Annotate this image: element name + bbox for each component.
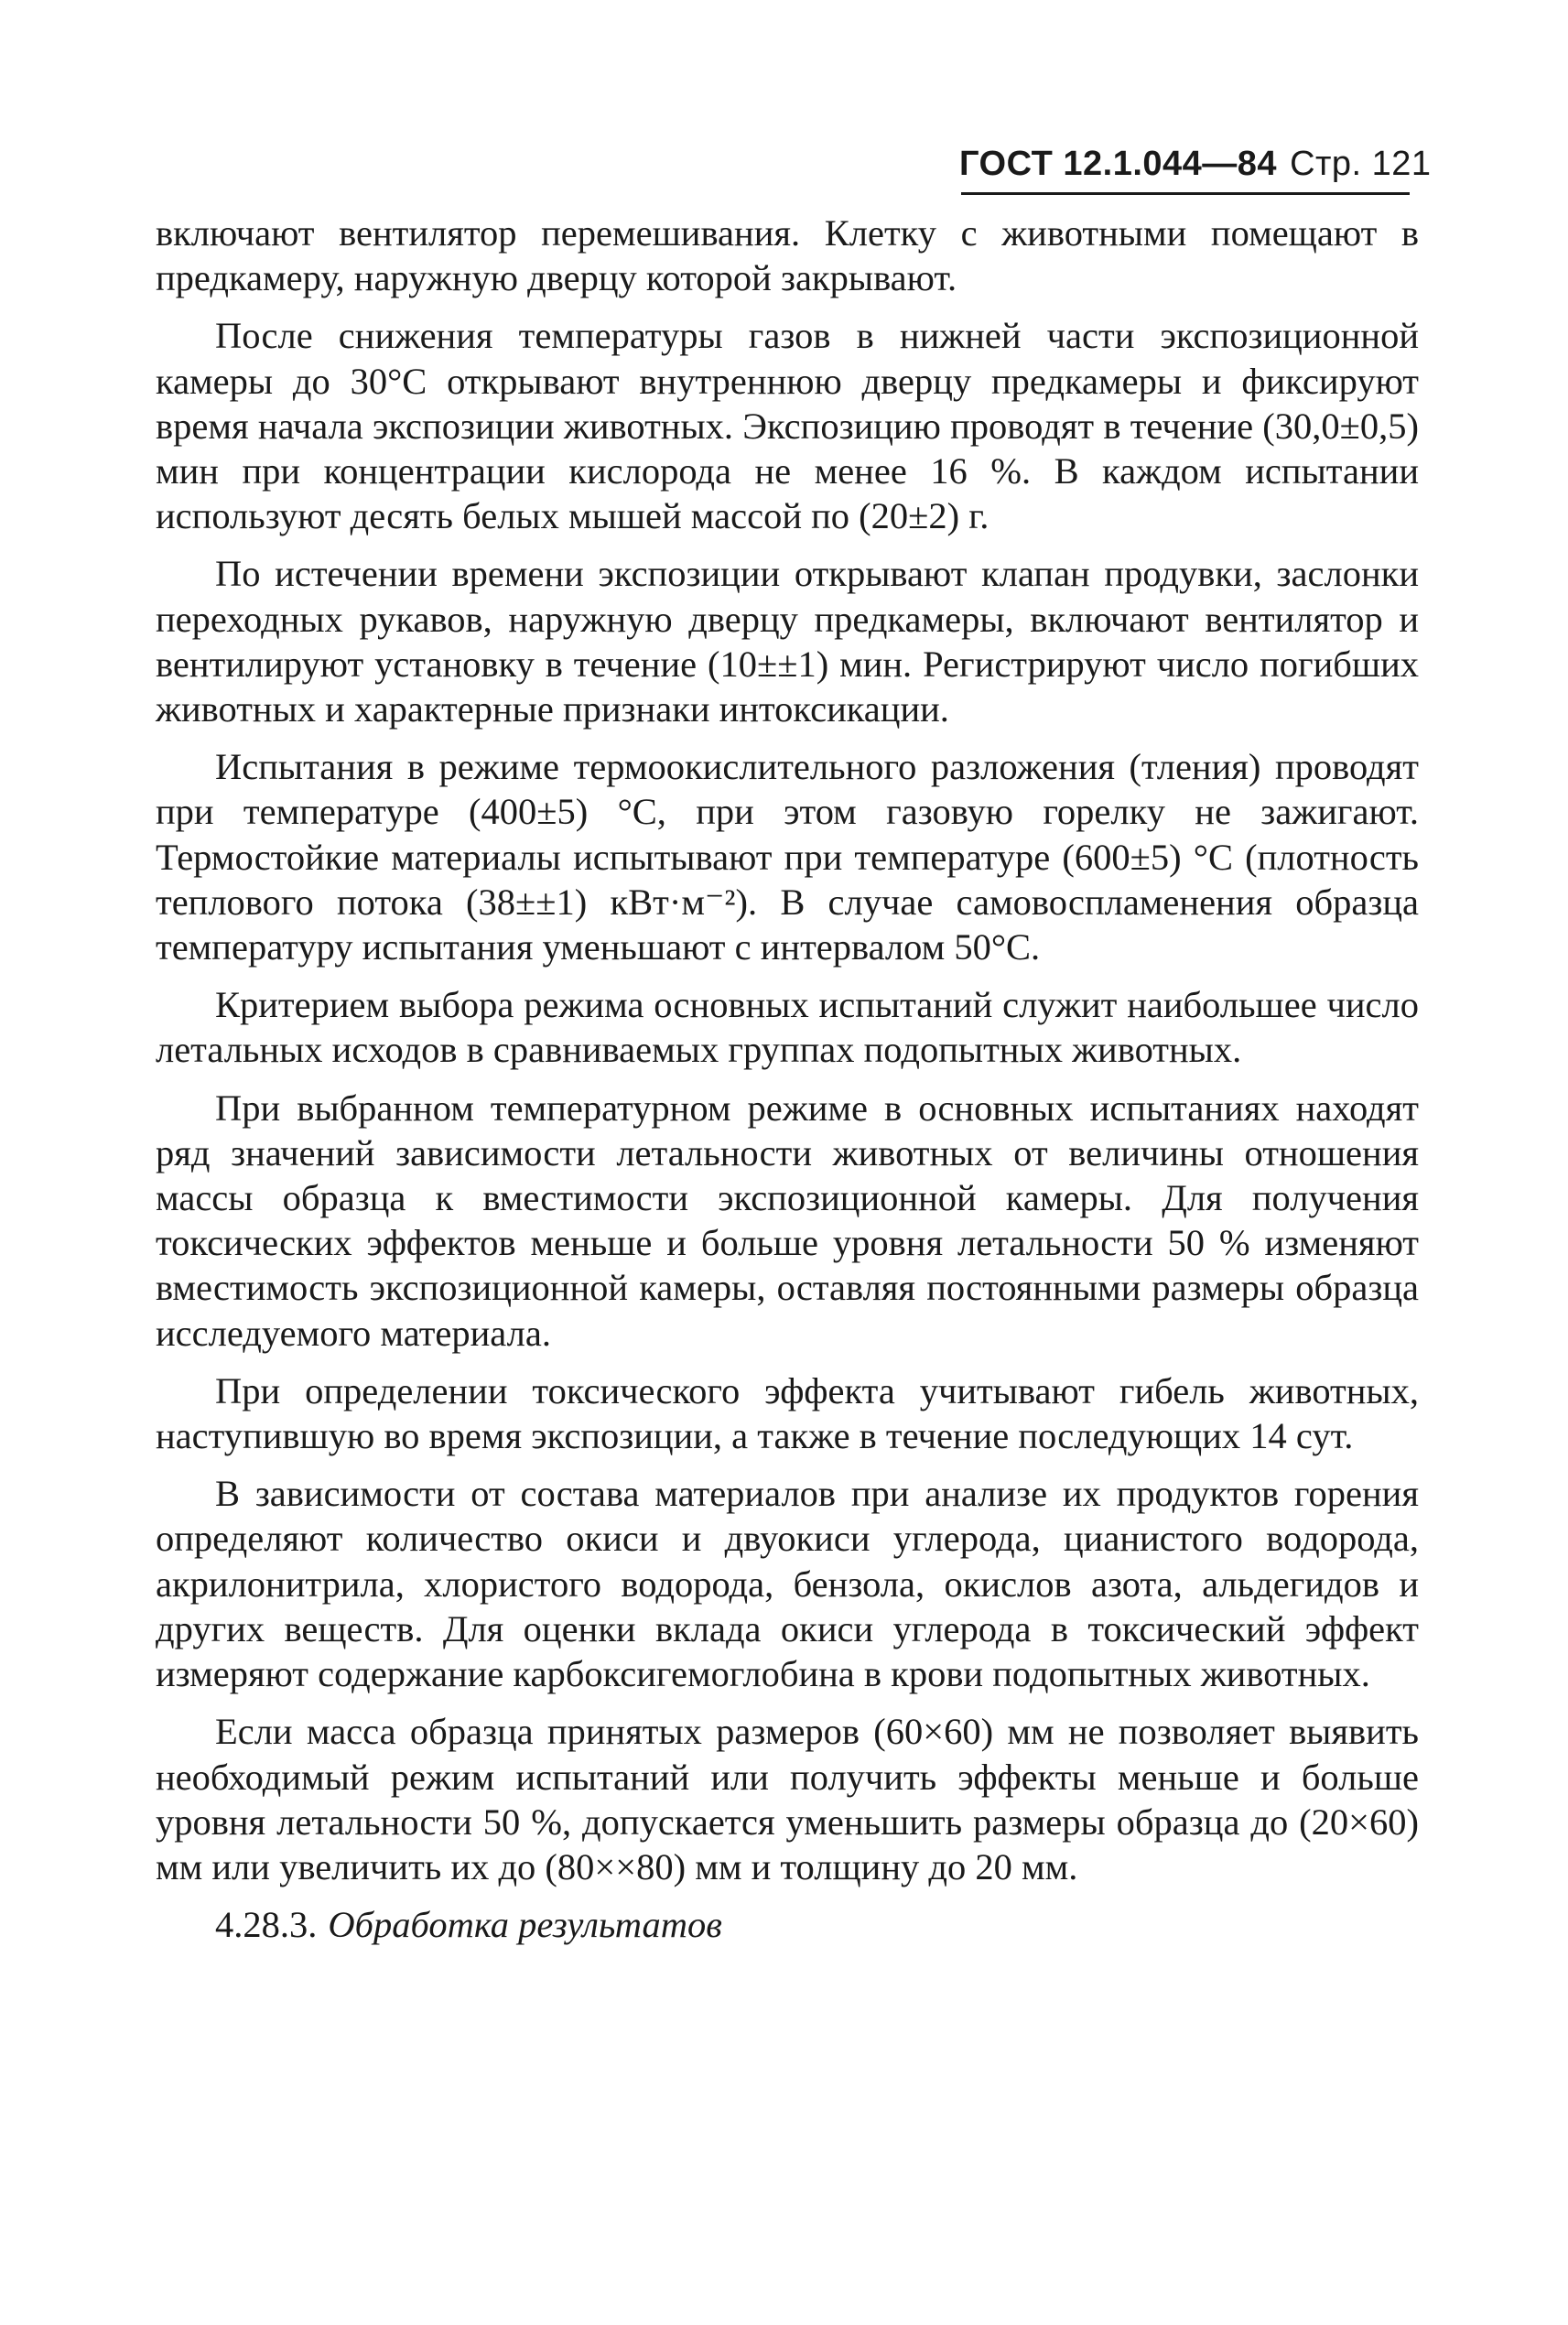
body-text <box>156 211 1419 1960</box>
paragraph-ventilation: По истечении времени экспозиции открывают клапан продувки, заслонки переходных рукавов, наружную дверцу предкамеры, включают вентилятор и вентилируют установку в течение (10±±1) мин. Регистрируют число погибших животных и характерные признаки интоксикации. <box>156 553 1419 730</box>
paragraph-exposure: После снижения температуры газов в нижней части экспозиционной камеры до 30°С открывают внутреннюю дверцу предкамеры и фиксируют время начала экспозиции животных. Экспозицию проводят в течение (30,0±0,5) мин при концентрации кислорода не менее 16 %. В каждом испытании используют десять белых мышей массой по (20±2) г. <box>156 315 1419 537</box>
paragraph-sample-size: Если масса образца принятых размеров (60×60) мм не позволяет выявить необходимый режим испытаний или получить эффекты меньше и больше уровня летальности 50 %, допускается уменьшить размеры образца до (20×60) мм или увеличить их до (80××80) мм и толщину до 20 мм. <box>156 1711 1419 1887</box>
header-rule <box>961 192 1410 195</box>
paragraph-smoldering-mode: Испытания в режиме термоокислительного разложения (тления) проводят при температуре (400±5) °С, при этом газовую горелку не зажигают. Термостойкие материалы испытывают при температуре (600±5) °С (плотность теплового потока (38±±1) кВт·м⁻²). В случае самовоспламенения образца температуру испытания уменьшают с интервалом 50°С. <box>156 746 1419 968</box>
standard-designation: ГОСТ 12.1.044—84 <box>959 145 1278 183</box>
paragraph-selection-criterion: Критерием выбора режима основных испытаний служит наибольшее число летальных исходов в сравниваемых группах подопытных животных. <box>156 984 1419 1071</box>
paragraph-main-tests: При выбранном температурном режиме в основных испытаниях находят ряд значений зависимости летальности животных от величины отношения массы образца к вместимости экспозиционной камеры. Для получения токсических эффектов меньше и больше уровня летальности 50 % изменяют вместимость экспозиционной камеры, оставляя постоянными размеры образца исследуемого материала. <box>156 1087 1419 1354</box>
section-heading <box>156 1902 1419 1947</box>
paragraph-toxic-effect: При определении токсического эффекта учитывают гибель животных, наступившую во время экспозиции, а также в течение последующих 14 сут. <box>156 1369 1419 1457</box>
section-title: Обработка результатов <box>328 1904 722 1946</box>
paragraph-continuation: включают вентилятор перемешивания. Клетку с животными помещают в предкамеру, наружную дверцу которой закрывают. <box>156 212 1419 299</box>
paragraph-combustion-products: В зависимости от состава материалов при анализе их продуктов горения определяют количество окиси и двуокиси углерода, цианистого водорода, акрилонитрила, хлористого водорода, бензола, окислов азота, альдегидов и других веществ. Для оценки вклада окиси углерода в токсический эффект измеряют содержание карбоксигемоглобина в крови подопытных животных. <box>156 1473 1419 1695</box>
page-header <box>959 145 1432 184</box>
page-number: Стр. 121 <box>1290 145 1432 183</box>
section-number: 4.28.3. <box>215 1904 318 1946</box>
